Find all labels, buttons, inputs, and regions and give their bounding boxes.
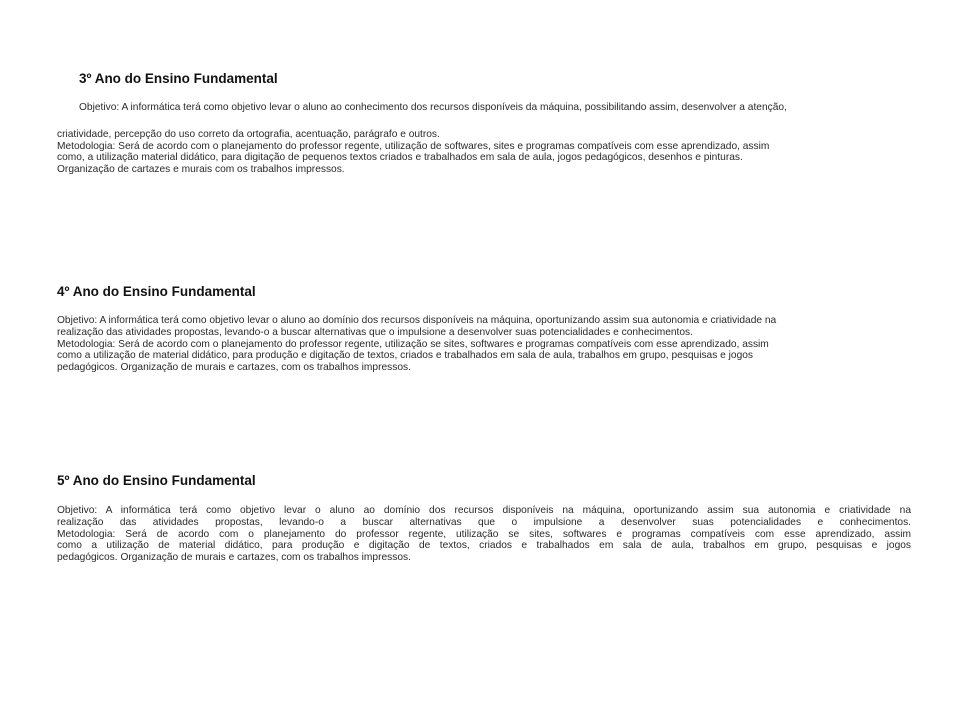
text-line: como, a utilização material didático, para digitação de pequenos textos criados e trabalhados em sala de aula, jogos pedagógicos, desenhos e pinturas. [57,152,743,164]
text-line: Objetivo: A informática terá como objetivo levar o aluno ao domínio dos recursos disponíveis na máquina, oportunizando assim sua autonomia e criatividade na [57,505,911,516]
objective-methodology-paragraph [57,505,911,564]
text-line: pedagógicos. Organização de murais e cartazes, com os trabalhos impressos. [57,362,411,374]
text-line: realização das atividades propostas, levando-o a buscar alternativas que o impulsione a desenvolver suas potencialidades e conhecimentos. [57,326,693,338]
text-line: Metodologia: Será de acordo com o planejamento do professor regente, utilização de softwares, sites e programas compatíveis com esse aprendizado, assim [57,140,770,152]
section-heading: 3º Ano do Ensino Fundamental [79,71,278,86]
text-line: pedagógicos. Organização de murais e cartazes, com os trabalhos impressos. [57,552,411,564]
section-5th-grade [57,473,911,564]
section-3rd-grade [57,71,911,176]
objective-paragraph-start [79,102,911,114]
objective-methodology-paragraph [57,129,911,176]
text-line: como a utilização de material didático, para produção e digitação de textos, criados e trabalhados em sala de aula, trabalhos em grupo, pesquisas e jogos [57,350,753,362]
text-line: Objetivo: A informática terá como objetivo levar o aluno ao domínio dos recursos disponíveis na máquina, oportunizando assim sua autonomia e criatividade na [57,315,777,326]
text-line: Organização de cartazes e murais com os trabalhos impressos. [57,164,345,176]
text-line: realização das atividades propostas, levando-o a buscar alternativas que o impulsione a desenvolver suas potencialidades e conhecimentos. [57,516,911,528]
section-heading: 4º Ano do Ensino Fundamental [57,284,256,299]
section-4th-grade [57,284,911,374]
text-line: como a utilização de material didático, para produção e digitação de textos, criados e trabalhados em sala de aula, trabalhos em grupo, pesquisas e jogos [57,540,911,552]
section-heading: 5º Ano do Ensino Fundamental [57,473,256,488]
text-line: Metodologia: Será de acordo com o planejamento do professor regente, utilização se sites, softwares e programas compatíveis com esse aprendizado, assim [57,528,911,540]
text-line: criatividade, percepção do uso correto da ortografia, acentuação, parágrafo e outros. [57,128,440,140]
objective-methodology-paragraph [57,315,911,374]
text-line: Objetivo: A informática terá como objetivo levar o aluno ao conhecimento dos recursos disponíveis da máquina, possibilitando assim, desenvolver a atenção, [79,102,787,113]
text-line: Metodologia: Será de acordo com o planejamento do professor regente, utilização se sites, softwares e programas compatíveis com esse aprendizado, assim [57,338,769,350]
